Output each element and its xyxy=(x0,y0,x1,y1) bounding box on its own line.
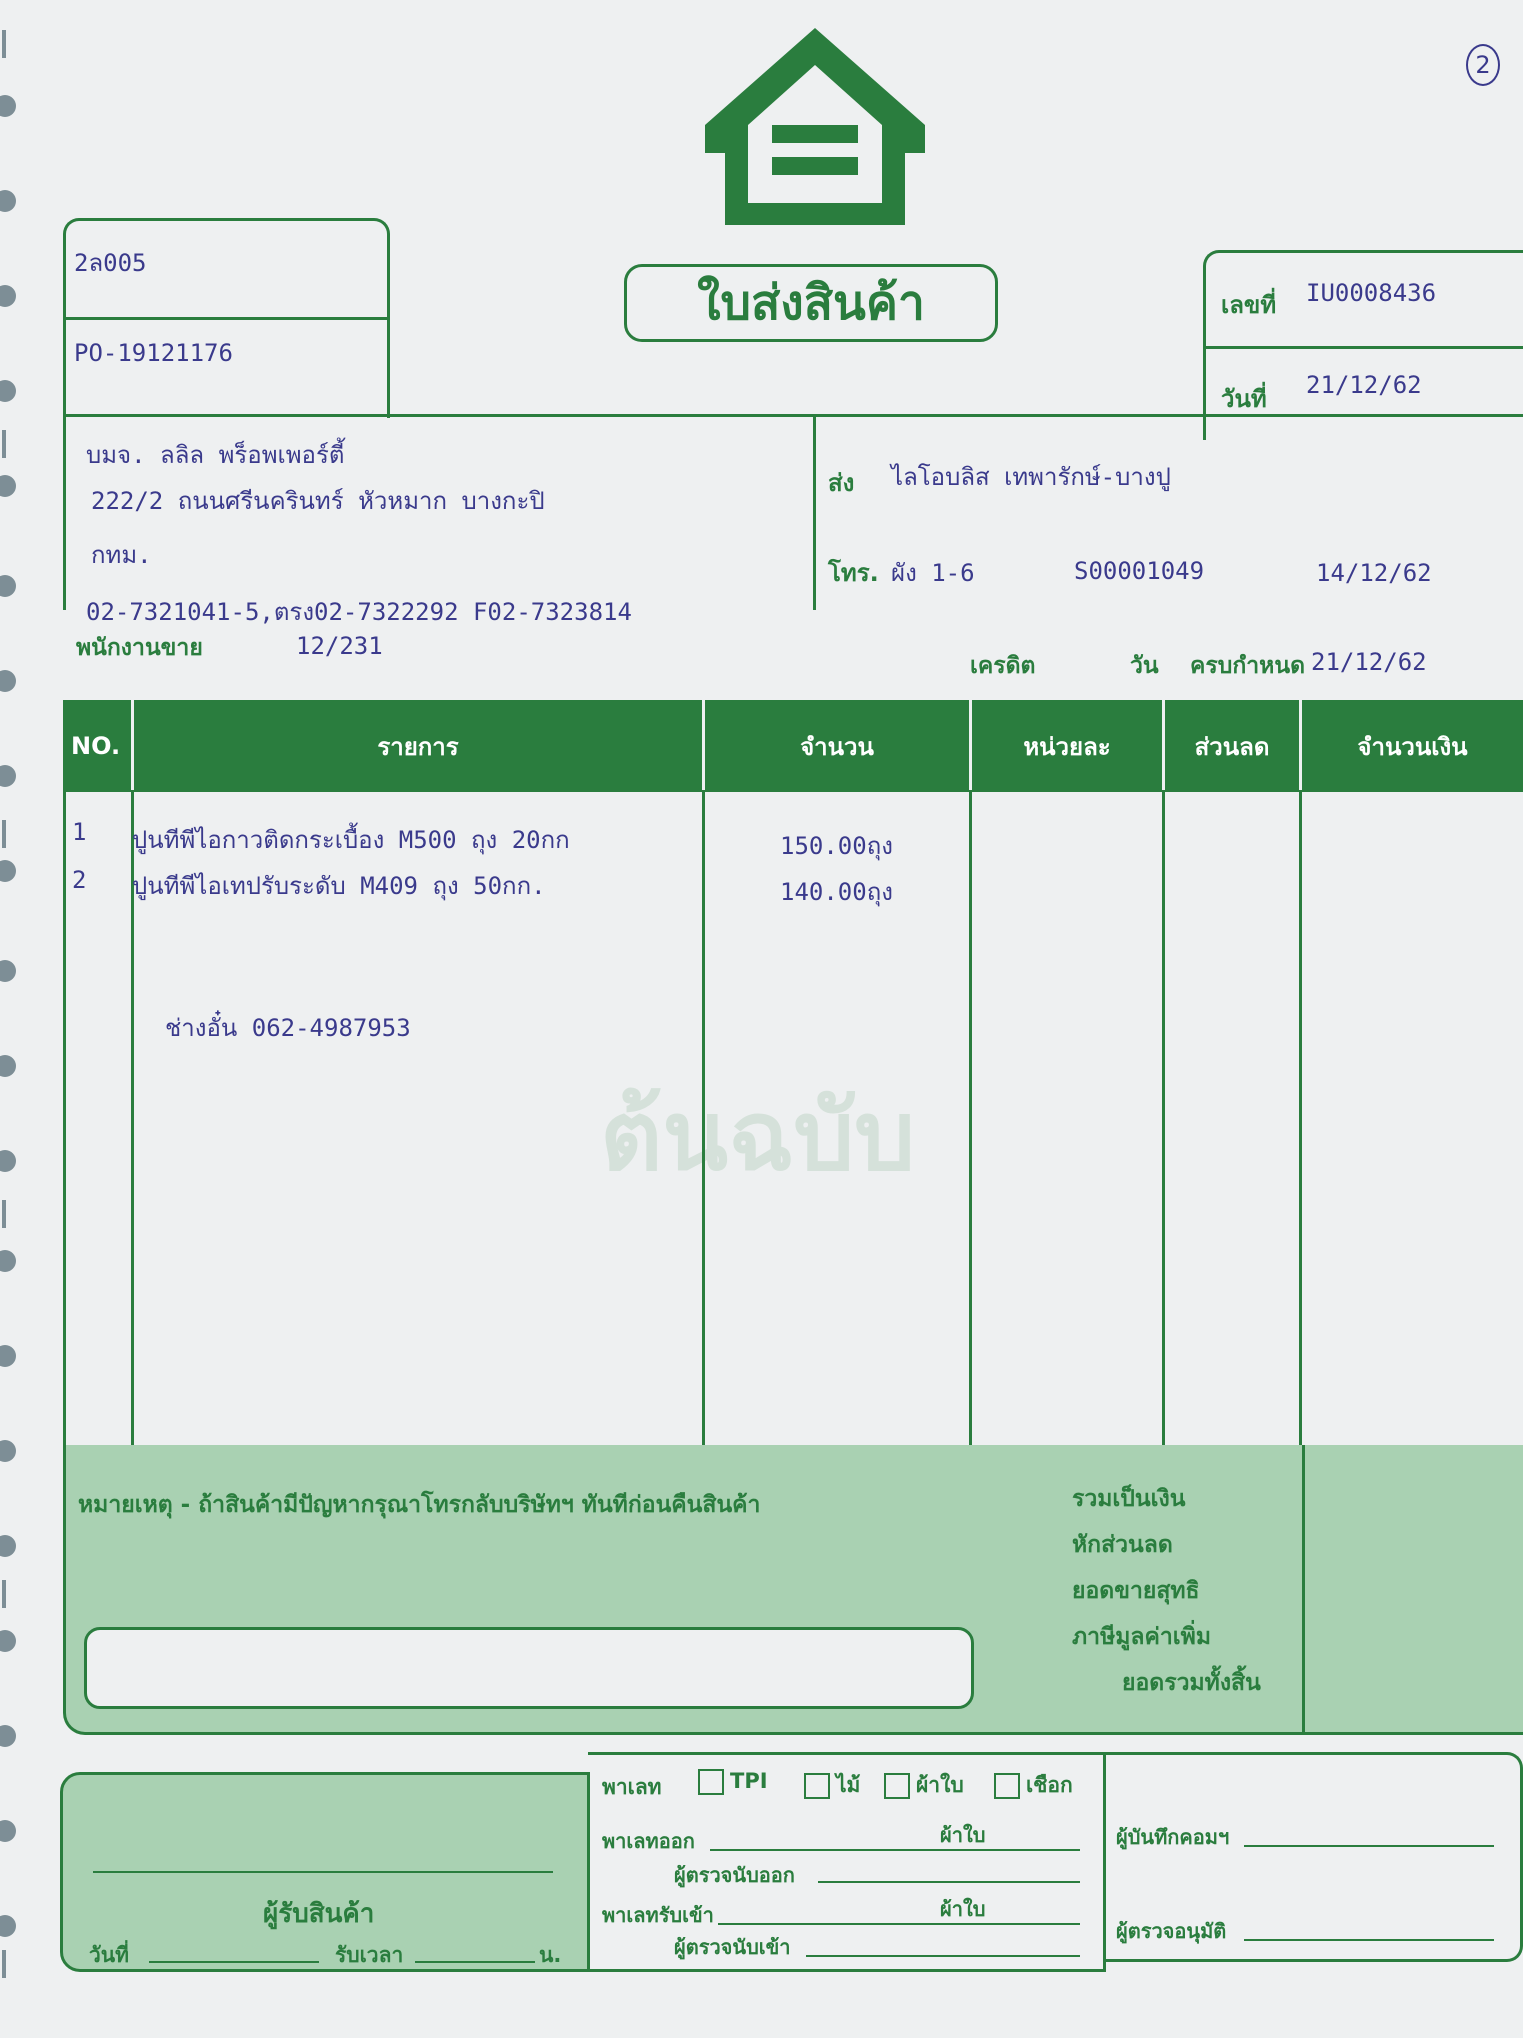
so-number: S00001049 xyxy=(1074,557,1205,585)
receive-time-label: รับเวลา xyxy=(335,1943,404,1967)
doc-date-label: วันที่ xyxy=(1221,385,1267,413)
approval-box xyxy=(1104,1752,1523,1962)
due-value: 21/12/62 xyxy=(1311,648,1427,676)
pallet-option-tarp[interactable]: ผ้าใบ xyxy=(884,1769,964,1802)
summary-subtotal-label: รวมเป็นเงิน xyxy=(1072,1486,1186,1512)
pallet-out-label: พาเลทออก xyxy=(602,1829,695,1853)
recorder-label: ผู้บันทึกคอมฯ xyxy=(1116,1825,1230,1849)
po-number: PO-19121176 xyxy=(74,339,233,367)
summary-vat-label: ภาษีมูลค่าเพิ่ม xyxy=(1072,1624,1211,1650)
col-header-amount: จำนวนเงิน xyxy=(1302,700,1523,792)
pallet-label: พาเลท xyxy=(602,1775,662,1799)
table-note: ช่างอั๋น 062-4987953 xyxy=(165,1014,411,1042)
remark-text: หมายเหตุ - ถ้าสินค้ามีปัญหากรุณาโทรกลับบริษัทฯ ทันทีก่อนคืนสินค้า xyxy=(78,1492,761,1518)
summary-discount-label: หักส่วนลด xyxy=(1072,1532,1173,1558)
col-header-unit-price: หน่วยละ xyxy=(972,700,1162,792)
summary-net-sales-label: ยอดขายสุทธิ xyxy=(1072,1578,1200,1604)
so-date: 14/12/62 xyxy=(1316,559,1432,587)
credit-label: เครดิต xyxy=(970,653,1036,679)
customer-phone: 02-7321041-5,ตรง02-7322292 F02-7323814 xyxy=(86,598,632,626)
receive-date-label: วันที่ xyxy=(89,1943,129,1967)
remark-input-box[interactable] xyxy=(84,1627,974,1709)
pallet-box xyxy=(588,1752,1106,1972)
row-no: 2 xyxy=(72,866,87,894)
summary-band xyxy=(63,1445,1523,1735)
due-label: ครบกำหนด xyxy=(1190,653,1305,679)
customer-name: บมจ. ลลิล พร็อพเพอร์ตี้ xyxy=(86,441,345,469)
watermark-original: ต้นฉบับ xyxy=(600,1080,916,1192)
tarp-in-label: ผ้าใบ xyxy=(940,1897,986,1921)
col-header-no: NO. xyxy=(63,700,131,792)
salesperson-label: พนักงานขาย xyxy=(76,635,203,661)
document-title: ใบส่งสินค้า xyxy=(697,275,925,331)
day-label: วัน xyxy=(1130,653,1159,679)
col-header-qty: จำนวน xyxy=(705,700,969,792)
page-number: 2 xyxy=(1475,51,1491,79)
send-value: ไลโอบลิส เทพารักษ์-บางปู xyxy=(891,463,1171,491)
tel-value: ผัง 1-6 xyxy=(891,559,975,587)
doc-number-box xyxy=(1203,250,1523,440)
tel-label: โทร. xyxy=(828,559,879,587)
address-box xyxy=(63,414,1523,610)
page-number-circle xyxy=(1466,44,1500,86)
summary-total-label: ยอดรวมทั้งสิ้น xyxy=(1122,1670,1261,1696)
row-qty: 150.00ถุง xyxy=(780,832,893,860)
doc-date-value: 21/12/62 xyxy=(1306,371,1422,399)
receive-time-unit: น. xyxy=(539,1943,562,1967)
receiver-label: ผู้รับสินค้า xyxy=(263,1899,375,1929)
checker-out-label: ผู้ตรวจนับออก xyxy=(674,1863,795,1887)
house-logo-icon xyxy=(700,25,930,230)
document-title-box xyxy=(624,264,998,342)
tarp-out-label: ผ้าใบ xyxy=(940,1823,986,1847)
row-item: ปูนทีพีไอกาวติดกระเบื้อง M500 ถุง 20กก xyxy=(132,826,570,854)
col-header-item: รายการ xyxy=(134,700,702,792)
checkbox[interactable] xyxy=(698,1769,724,1795)
send-label: ส่ง xyxy=(828,469,855,497)
receiver-box xyxy=(60,1772,590,1972)
pallet-option-wood[interactable]: ไม้ xyxy=(804,1769,860,1802)
customer-address-2: กทม. xyxy=(91,541,152,569)
doc-number-label: เลขที่ xyxy=(1221,291,1277,319)
row-qty: 140.00ถุง xyxy=(780,878,893,906)
customer-ref-box xyxy=(63,218,390,418)
col-header-discount: ส่วนลด xyxy=(1165,700,1299,792)
approver-label: ผู้ตรวจอนุมัติ xyxy=(1116,1919,1227,1943)
customer-code: 2ล005 xyxy=(74,249,147,277)
checkbox[interactable] xyxy=(884,1773,910,1799)
checker-in-label: ผู้ตรวจนับเข้า xyxy=(674,1935,791,1959)
pallet-in-label: พาเลทรับเข้า xyxy=(602,1903,714,1927)
row-item: ปูนทีพีไอเทปรับระดับ M409 ถุง 50กก. xyxy=(132,872,546,900)
checkbox[interactable] xyxy=(994,1773,1020,1799)
salesperson-value: 12/231 xyxy=(296,632,383,660)
checkbox[interactable] xyxy=(804,1773,830,1799)
row-no: 1 xyxy=(72,818,87,846)
pallet-option-rope[interactable]: เชือก xyxy=(994,1769,1073,1802)
pallet-option-tpi[interactable]: TPI xyxy=(698,1769,768,1795)
customer-address-1: 222/2 ถนนศรีนครินทร์ หัวหมาก บางกะปิ xyxy=(91,487,545,515)
doc-number-value: IU0008436 xyxy=(1306,279,1437,307)
